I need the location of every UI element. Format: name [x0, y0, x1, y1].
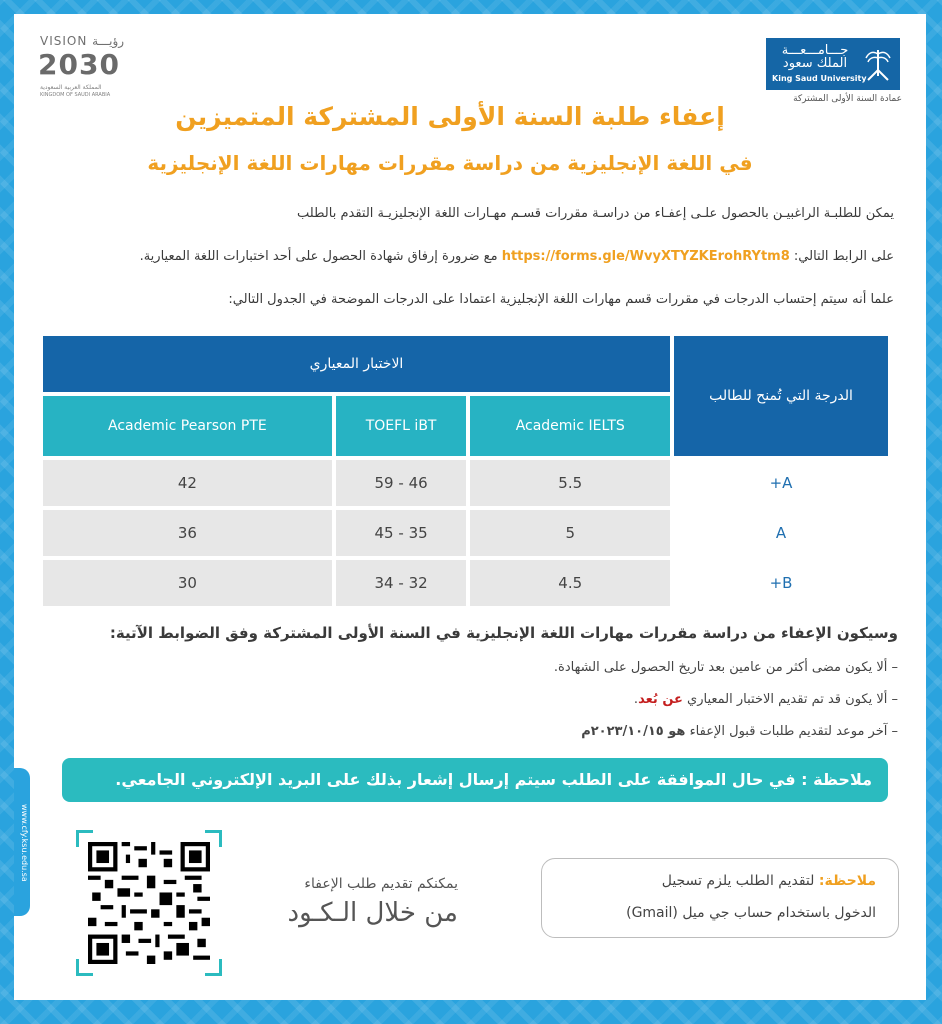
- condition-item-1: – ألا يكون مضى أكثر من عامين بعد تاريخ الحصول على الشهادة.: [553, 660, 898, 675]
- table-row: [43, 510, 888, 556]
- condition-item-2-emphasis: عن بُعد: [638, 692, 683, 707]
- condition-item-2-end: .: [633, 692, 639, 707]
- ielts-cell: 5.5: [470, 460, 670, 506]
- gmail-note-line-2: الدخول باستخدام حساب جي ميل (Gmail): [626, 905, 876, 921]
- gmail-note-text-1: لتقديم الطلب يلزم تسجيل: [661, 873, 815, 889]
- condition-item-2: [634, 692, 898, 707]
- pte-column-header: Academic Pearson PTE: [43, 396, 332, 456]
- toefl-column-header: TOEFL iBT: [336, 396, 467, 456]
- qr-code-frame: [76, 830, 222, 976]
- vision-2030-logo: [26, 22, 146, 102]
- page-subtitle: في اللغة الإنجليزية من دراسة مقررات مهارات اللغة الإنجليزية: [147, 151, 753, 175]
- toefl-cell: 46 - 59: [336, 460, 467, 506]
- condition-item-3-text: – آخر موعد لتقديم طلبات قبول الإعفاء: [689, 724, 898, 739]
- toefl-cell: 35 - 45: [336, 510, 467, 556]
- qr-code-icon[interactable]: [88, 842, 210, 964]
- page-title: إعفاء طلبة السنة الأولى المشتركة المتميزين: [175, 102, 725, 131]
- intro-line-2: [140, 249, 894, 264]
- code-caption: يمكنكم تقديم طلب الإعفاء: [304, 876, 458, 892]
- standard-test-header: الاختبار المعياري: [43, 336, 670, 392]
- website-side-tab: [14, 768, 30, 916]
- intro-line-3: علما أنه سيتم إحتساب الدرجات في مقررات قسم مهارات اللغة الإنجليزية اعتمادا على الدرجات الموضحة في الجدول التالي:: [228, 292, 894, 307]
- condition-item-3: [581, 724, 898, 739]
- grade-cell: A+: [674, 460, 888, 506]
- pte-cell: 30: [43, 560, 332, 606]
- ielts-cell: 5: [470, 510, 670, 556]
- code-caption-large: من خلال الـكـود: [287, 898, 458, 928]
- condition-item-2-text: – ألا يكون قد تم تقديم الاختبار المعياري: [687, 692, 898, 707]
- gmail-note-label: ملاحظة:: [818, 873, 876, 889]
- gmail-note-box: [541, 858, 899, 938]
- vision-country-ar: المملكة العربية السعودية: [40, 84, 102, 91]
- ielts-column-header: Academic IELTS: [470, 396, 670, 456]
- intro-line-2-suffix: مع ضرورة إرفاق شهادة الحصول على أحد اختبارات اللغة المعيارية.: [139, 249, 498, 264]
- table-row: [43, 560, 888, 606]
- vision-year: 2030: [38, 48, 120, 81]
- grade-cell: A: [674, 510, 888, 556]
- ksu-name-ar: جـــامـــعـــة الملك سعود: [781, 43, 849, 71]
- ksu-logo: [750, 24, 902, 108]
- conditions-heading: وسيكون الإعفاء من دراسة مقررات مهارات اللغة الإنجليزية في السنة الأولى المشتركة وفق الضوابط الآتية:: [109, 624, 898, 642]
- application-form-link[interactable]: https://forms.gle/WvyXTYZKErohRYtm8: [501, 249, 790, 264]
- grade-cell: B+: [674, 560, 888, 606]
- email-notice-text: ملاحظة : في حال الموافقة على الطلب سيتم إرسال إشعار بذلك على البريد الإلكتروني الجامعي.: [115, 770, 872, 789]
- ksu-name-en: King Saud University: [772, 74, 867, 83]
- pte-cell: 42: [43, 460, 332, 506]
- table-row: [43, 460, 888, 506]
- pte-cell: 36: [43, 510, 332, 556]
- website-url: www.cfy.ksu.edu.sa: [20, 804, 29, 882]
- toefl-cell: 32 - 34: [336, 560, 467, 606]
- palm-emblem-icon: [862, 46, 894, 84]
- ksu-logo-box: [766, 38, 900, 90]
- email-notice-bar: [62, 758, 888, 802]
- gmail-note-line-1: [662, 873, 876, 889]
- ielts-cell: 4.5: [470, 560, 670, 606]
- intro-line-2-prefix: على الرابط التالي:: [793, 249, 894, 264]
- vision-country-en: KINGDOM OF SAUDI ARABIA: [40, 92, 111, 98]
- deanship-name: عمادة السنة الأولى المشتركة: [793, 94, 902, 104]
- deadline-date: هو ٢٠٢٣/١٠/١٥م: [581, 724, 686, 739]
- grades-table: [39, 332, 892, 610]
- vision-label: VISION رؤيـــة: [40, 34, 125, 48]
- grade-column-header: الدرجة التي تُمنح للطالب: [674, 336, 888, 456]
- intro-line-1: يمكن للطلبـة الراغبيـن بالحصول علـى إعفـاء من دراسـة مقررات قسـم مهـارات اللغة الإنجليزيـة التقدم بالطلب: [297, 206, 894, 221]
